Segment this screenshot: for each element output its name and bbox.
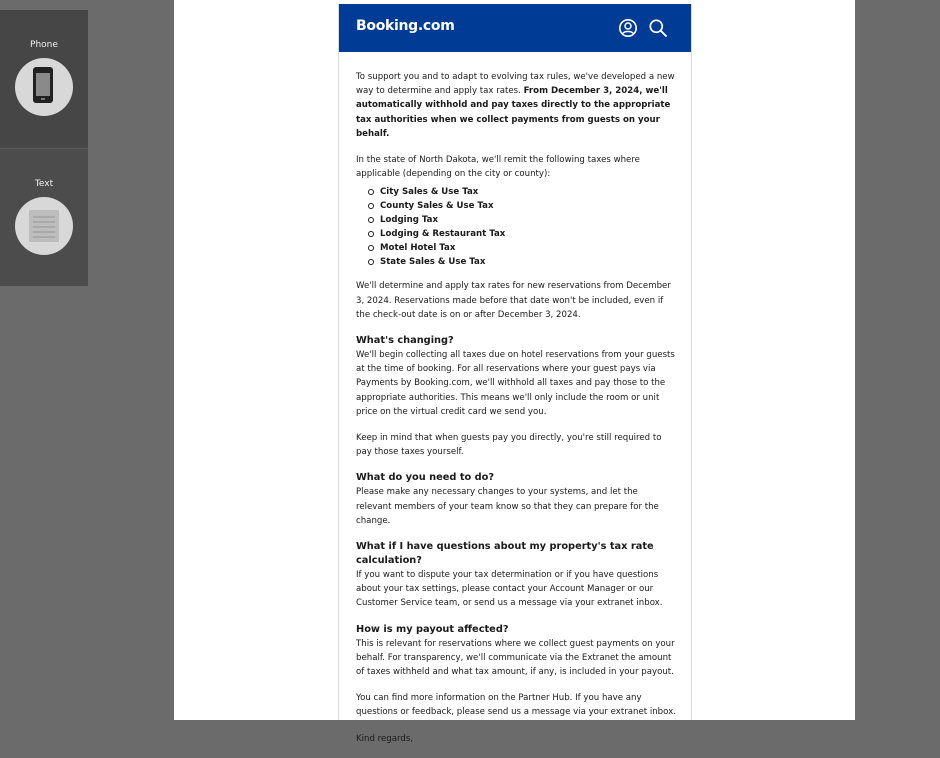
keep-in-mind-text: Keep in mind that when guests pay you directly, you're still required to pay those taxes yourself. <box>356 433 662 458</box>
booking-logo[interactable]: Booking.com <box>356 18 455 34</box>
sign-off: Kind regards, <box>356 733 414 744</box>
text-view-button[interactable] <box>0 148 88 286</box>
text-view-label: Text <box>34 179 54 189</box>
changing-section <box>356 334 676 459</box>
payout-section <box>356 623 676 680</box>
tax-list <box>356 185 676 269</box>
list-item: Lodging & Restaurant Tax <box>380 227 676 241</box>
list-item: Lodging Tax <box>380 213 676 227</box>
list-item: County Sales & Use Tax <box>380 199 676 213</box>
list-item: State Sales & Use Tax <box>380 255 676 269</box>
email-body <box>356 70 676 758</box>
todo-section <box>356 471 676 528</box>
list-item: City Sales & Use Tax <box>380 185 676 199</box>
payout-heading: How is my payout affected? <box>356 623 509 635</box>
intro-paragraph <box>356 70 676 141</box>
payout-text: This is relevant for reservations where we collect guest payments on your behalf. For transparency, we'll communicate via the Extranet the amount of taxes withheld and what tax amount, if any, is included in your payout. <box>356 638 675 678</box>
phone-view-button[interactable] <box>0 10 88 147</box>
changing-text: We'll begin collecting all taxes due on hotel reservations from your guests at the time of booking. For all reservations where your guest pays via Payments by Booking.com, we'll withhold all taxes and pay those to the appropriate authorities. This means we'll only include the room or unit price on the virtual credit card we send you. <box>356 350 675 417</box>
intro-bold-text: From December 3, 2024, we'll automatically withhold and pay taxes directly to the appropriate tax authorities when we collect payments from guests on your behalf. <box>356 86 671 139</box>
phone-icon <box>15 58 73 116</box>
questions-heading: What if I have questions about my property's tax rate calculation? <box>356 541 654 567</box>
view-mode-panel <box>0 10 88 284</box>
list-item: Motel Hotel Tax <box>380 241 676 255</box>
intro-text: To support you and to adapt to evolving tax rules, we've developed a new way to determine and apply tax rates. <box>356 72 675 97</box>
dates-note: We'll determine and apply tax rates for new reservations from December 3, 2024. Reservations made before that date won't be included, even if the check-out date is on or after December 3, 2024. <box>356 281 671 320</box>
todo-heading: What do you need to do? <box>356 472 495 484</box>
account-icon[interactable] <box>618 18 638 38</box>
questions-text: If you want to dispute your tax determination or if you have questions about your tax settings, please contact your Account Manager or our Customer Service team, or send us a message via your extranet inbox. <box>356 570 663 609</box>
questions-section <box>356 540 676 611</box>
document-icon <box>15 197 73 255</box>
more-info-text: You can find more information on the Partner Hub. If you have any questions or feedback, please send us a message via your extranet inbox. <box>356 693 676 718</box>
todo-text: Please make any necessary changes to your systems, and let the relevant members of your team know so that they can prepare for the change. <box>356 487 659 526</box>
phone-view-label: Phone <box>30 40 58 50</box>
email-preview <box>338 4 692 744</box>
state-intro: In the state of North Dakota, we'll remit the following taxes where applicable (depending on the city or county): <box>356 155 640 180</box>
search-icon[interactable] <box>648 18 668 38</box>
email-header <box>339 4 691 52</box>
changing-heading: What's changing? <box>356 335 454 347</box>
